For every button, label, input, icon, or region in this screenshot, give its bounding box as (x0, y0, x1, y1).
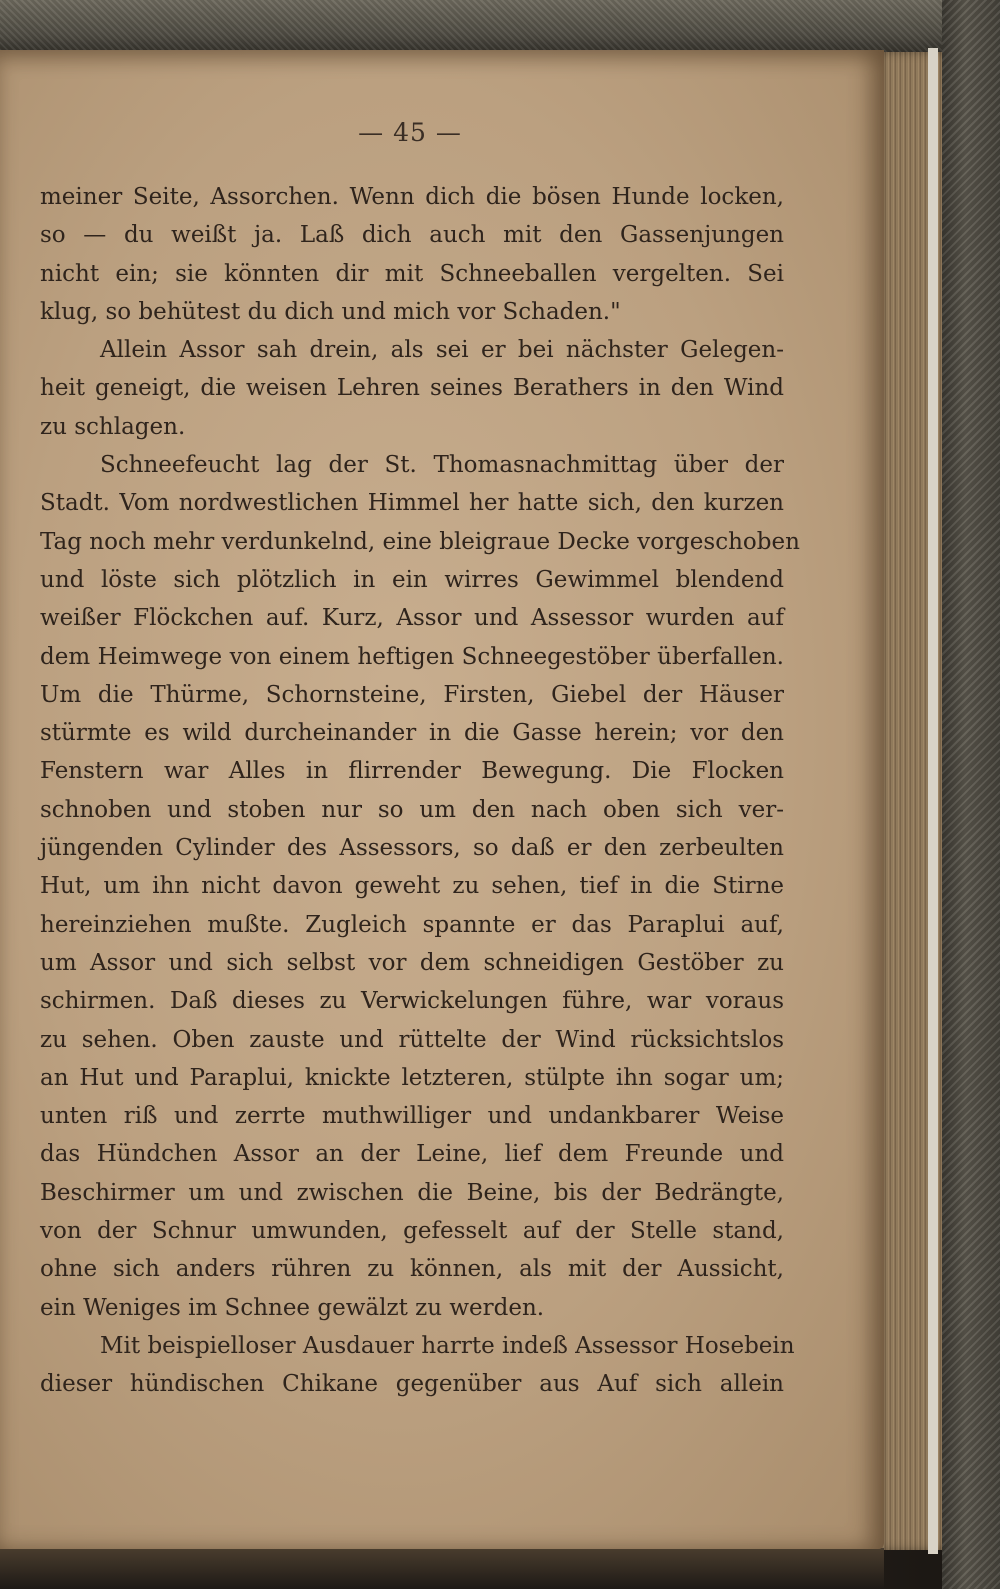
text-line: weißer Flöckchen auf. Kurz, Assor und Assessor wurden auf (40, 605, 784, 632)
text-line: dem Heimwege von einem heftigen Schneegestöber überfallen. (40, 643, 784, 670)
text-line: unten riß und zerrte muthwilliger und undankbarer Weise (40, 1103, 784, 1130)
text-line: schirmen. Daß dieses zu Verwickelungen führe, war voraus (40, 988, 784, 1015)
page-number: — 45 — (358, 118, 462, 147)
page-bottom-shadow (0, 1548, 884, 1589)
text-line: Fenstern war Alles in flirrender Bewegung. Die Flocken (40, 758, 784, 785)
text-line: Um die Thürme, Schornsteine, Firsten, Giebel der Häuser (40, 681, 784, 708)
text-line: schnoben und stoben nur so um den nach oben sich ver- (40, 796, 784, 823)
text-line: Beschirmer um und zwischen die Beine, bis der Bedrängte, (40, 1179, 784, 1206)
cloth-cover-right (942, 0, 1000, 1589)
text-line: zu sehen. Oben zauste und rüttelte der Wind rücksichtslos (40, 1026, 784, 1053)
text-line: Allein Assor sah drein, als sei er bei nächster Gelegen- (100, 337, 784, 364)
text-line: Mit beispielloser Ausdauer harrte indeß Assessor Hosebein (100, 1332, 795, 1359)
text-line: hereinziehen mußte. Zugleich spannte er das Paraplui auf, (40, 911, 784, 938)
text-line: meiner Seite, Assorchen. Wenn dich die bösen Hunde locken, (40, 184, 784, 210)
text-line: an Hut und Paraplui, knickte letzteren, stülpte ihn sogar um; (40, 1064, 784, 1091)
text-line: so — du weißt ja. Laß dich auch mit den Gassenjungen (40, 222, 784, 249)
text-line: zu schlagen. (40, 413, 186, 440)
text-line: das Hündchen Assor an der Leine, lief dem Freunde und (40, 1141, 784, 1168)
page-text (40, 178, 800, 1404)
text-line: Hut, um ihn nicht davon geweht zu sehen, tief in die Stirne (40, 873, 784, 900)
text-line: dieser hündischen Chikane gegenüber aus Auf sich allein (40, 1371, 784, 1398)
text-line: ein Weniges im Schnee gewälzt zu werden. (40, 1294, 545, 1321)
text-line: von der Schnur umwunden, gefesselt auf der Stelle stand, (40, 1218, 784, 1245)
text-line: ohne sich anders rühren zu können, als mit der Aussicht, (40, 1256, 784, 1283)
text-line: stürmte es wild durcheinander in die Gasse herein; vor den (40, 720, 784, 747)
text-line: nicht ein; sie könnten dir mit Schneeballen vergelten. Sei (40, 260, 784, 287)
text-line: Tag noch mehr verdunkelnd, eine bleigraue Decke vorgeschoben (40, 528, 800, 555)
text-line: jüngenden Cylinder des Assessors, so daß er den zerbeulten (40, 835, 784, 862)
text-line: klug, so behütest du dich und mich vor Schaden." (40, 298, 621, 325)
text-line: heit geneigt, die weisen Lehren seines Berathers in den Wind (40, 375, 784, 402)
text-line: Stadt. Vom nordwestlichen Himmel her hatte sich, den kurzen (40, 490, 784, 517)
text-line: um Assor und sich selbst vor dem schneidigen Gestöber zu (40, 949, 784, 976)
text-line: Schneefeucht lag der St. Thomasnachmittag über der (100, 452, 784, 479)
page-edges-highlight (928, 48, 938, 1554)
text-line: und löste sich plötzlich in ein wirres Gewimmel blendend (40, 566, 784, 593)
